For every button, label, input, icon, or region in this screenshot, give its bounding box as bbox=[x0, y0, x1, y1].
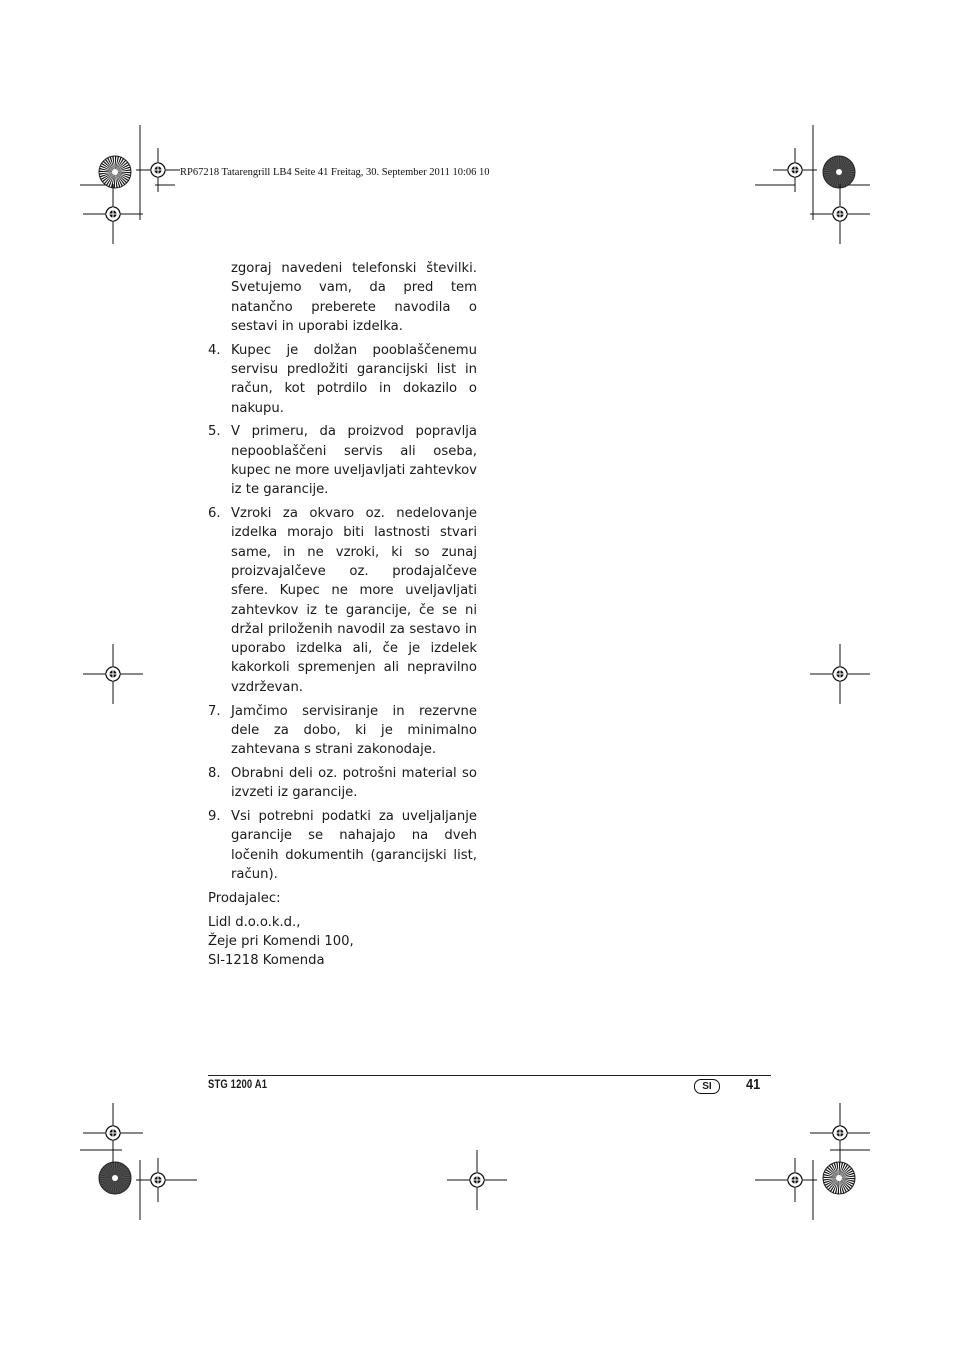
print-header-line: RP67218 Tatarengrill LB4 Seite 41 Freitag, 30. September 2011 10:06 10 bbox=[180, 167, 490, 178]
list-item bbox=[208, 702, 477, 760]
list-item-text: Jamčimo servisiranje in rezervne dele za dobo, ki je minimalno zahtevana s strani zakonodaje. bbox=[231, 703, 477, 758]
color-wheel-center bbox=[836, 169, 842, 175]
list-item-number: 4. bbox=[208, 342, 221, 358]
list-item bbox=[208, 807, 477, 884]
list-item-number: 6. bbox=[208, 506, 221, 522]
seller-city: SI-1218 Komenda bbox=[208, 953, 325, 969]
list-item-text: Kupec je dolžan pooblaščenemu servisu predložiti garancijski list in račun, kot potrdilo in dokazilo o nakupu. bbox=[231, 342, 477, 416]
color-wheel-center bbox=[112, 169, 118, 175]
list-item-number: 8. bbox=[208, 765, 221, 781]
language-badge: SI bbox=[694, 1079, 720, 1094]
seller-name: Lidl d.o.o.k.d., bbox=[208, 914, 301, 930]
seller-label: Prodajalec: bbox=[208, 890, 281, 906]
warranty-text-column bbox=[208, 259, 477, 970]
list-item bbox=[208, 504, 477, 697]
intro-paragraph: zgoraj navedeni telefonski številki. Svetujemo vam, da pred tem natančno preberete navodila o sestavi in uporabi izdelka. bbox=[231, 261, 477, 334]
list-item-number: 5. bbox=[208, 424, 221, 440]
list-item-text: Obrabni deli oz. potrošni material so izvzeti iz garancije. bbox=[231, 765, 477, 801]
list-item-text: V primeru, da proizvod popravlja nepooblaščeni servis ali oseba, kupec ne more uveljavljati zahtevkov iz te garancije. bbox=[231, 424, 477, 498]
color-wheel-center bbox=[112, 1175, 118, 1181]
list-item bbox=[208, 764, 477, 803]
seller-block bbox=[208, 889, 477, 971]
list-item bbox=[208, 341, 477, 418]
footer-rule bbox=[208, 1075, 771, 1076]
list-item bbox=[208, 422, 477, 499]
list-item-text: Vzroki za okvaro oz. nedelovanje izdelka morajo biti lastnosti stvari same, in ne vzroki, ki so zunaj proizvajalčeve oz. prodajalčeve sfere. Kupec ne more uveljavljati zahtevkov iz te garancije, če se ni držal priloženih navodil za sestavo in uporabo izdelka ali, če je izdelek kakorkoli spremenjen ali nepravilno vzdrževan. bbox=[231, 506, 477, 695]
list-item-number: 7. bbox=[208, 703, 221, 719]
footer-model: STG 1200 A1 bbox=[208, 1079, 268, 1091]
page-number: 41 bbox=[746, 1076, 761, 1093]
list-item-number: 9. bbox=[208, 809, 221, 825]
list-item-text: Vsi potrebni podatki za uveljaljanje garancije se nahajajo na dveh ločenih dokumentih (garancijski list, račun). bbox=[231, 809, 477, 882]
color-wheel-center bbox=[836, 1175, 842, 1181]
seller-street: Žeje pri Komendi 100, bbox=[208, 933, 354, 949]
